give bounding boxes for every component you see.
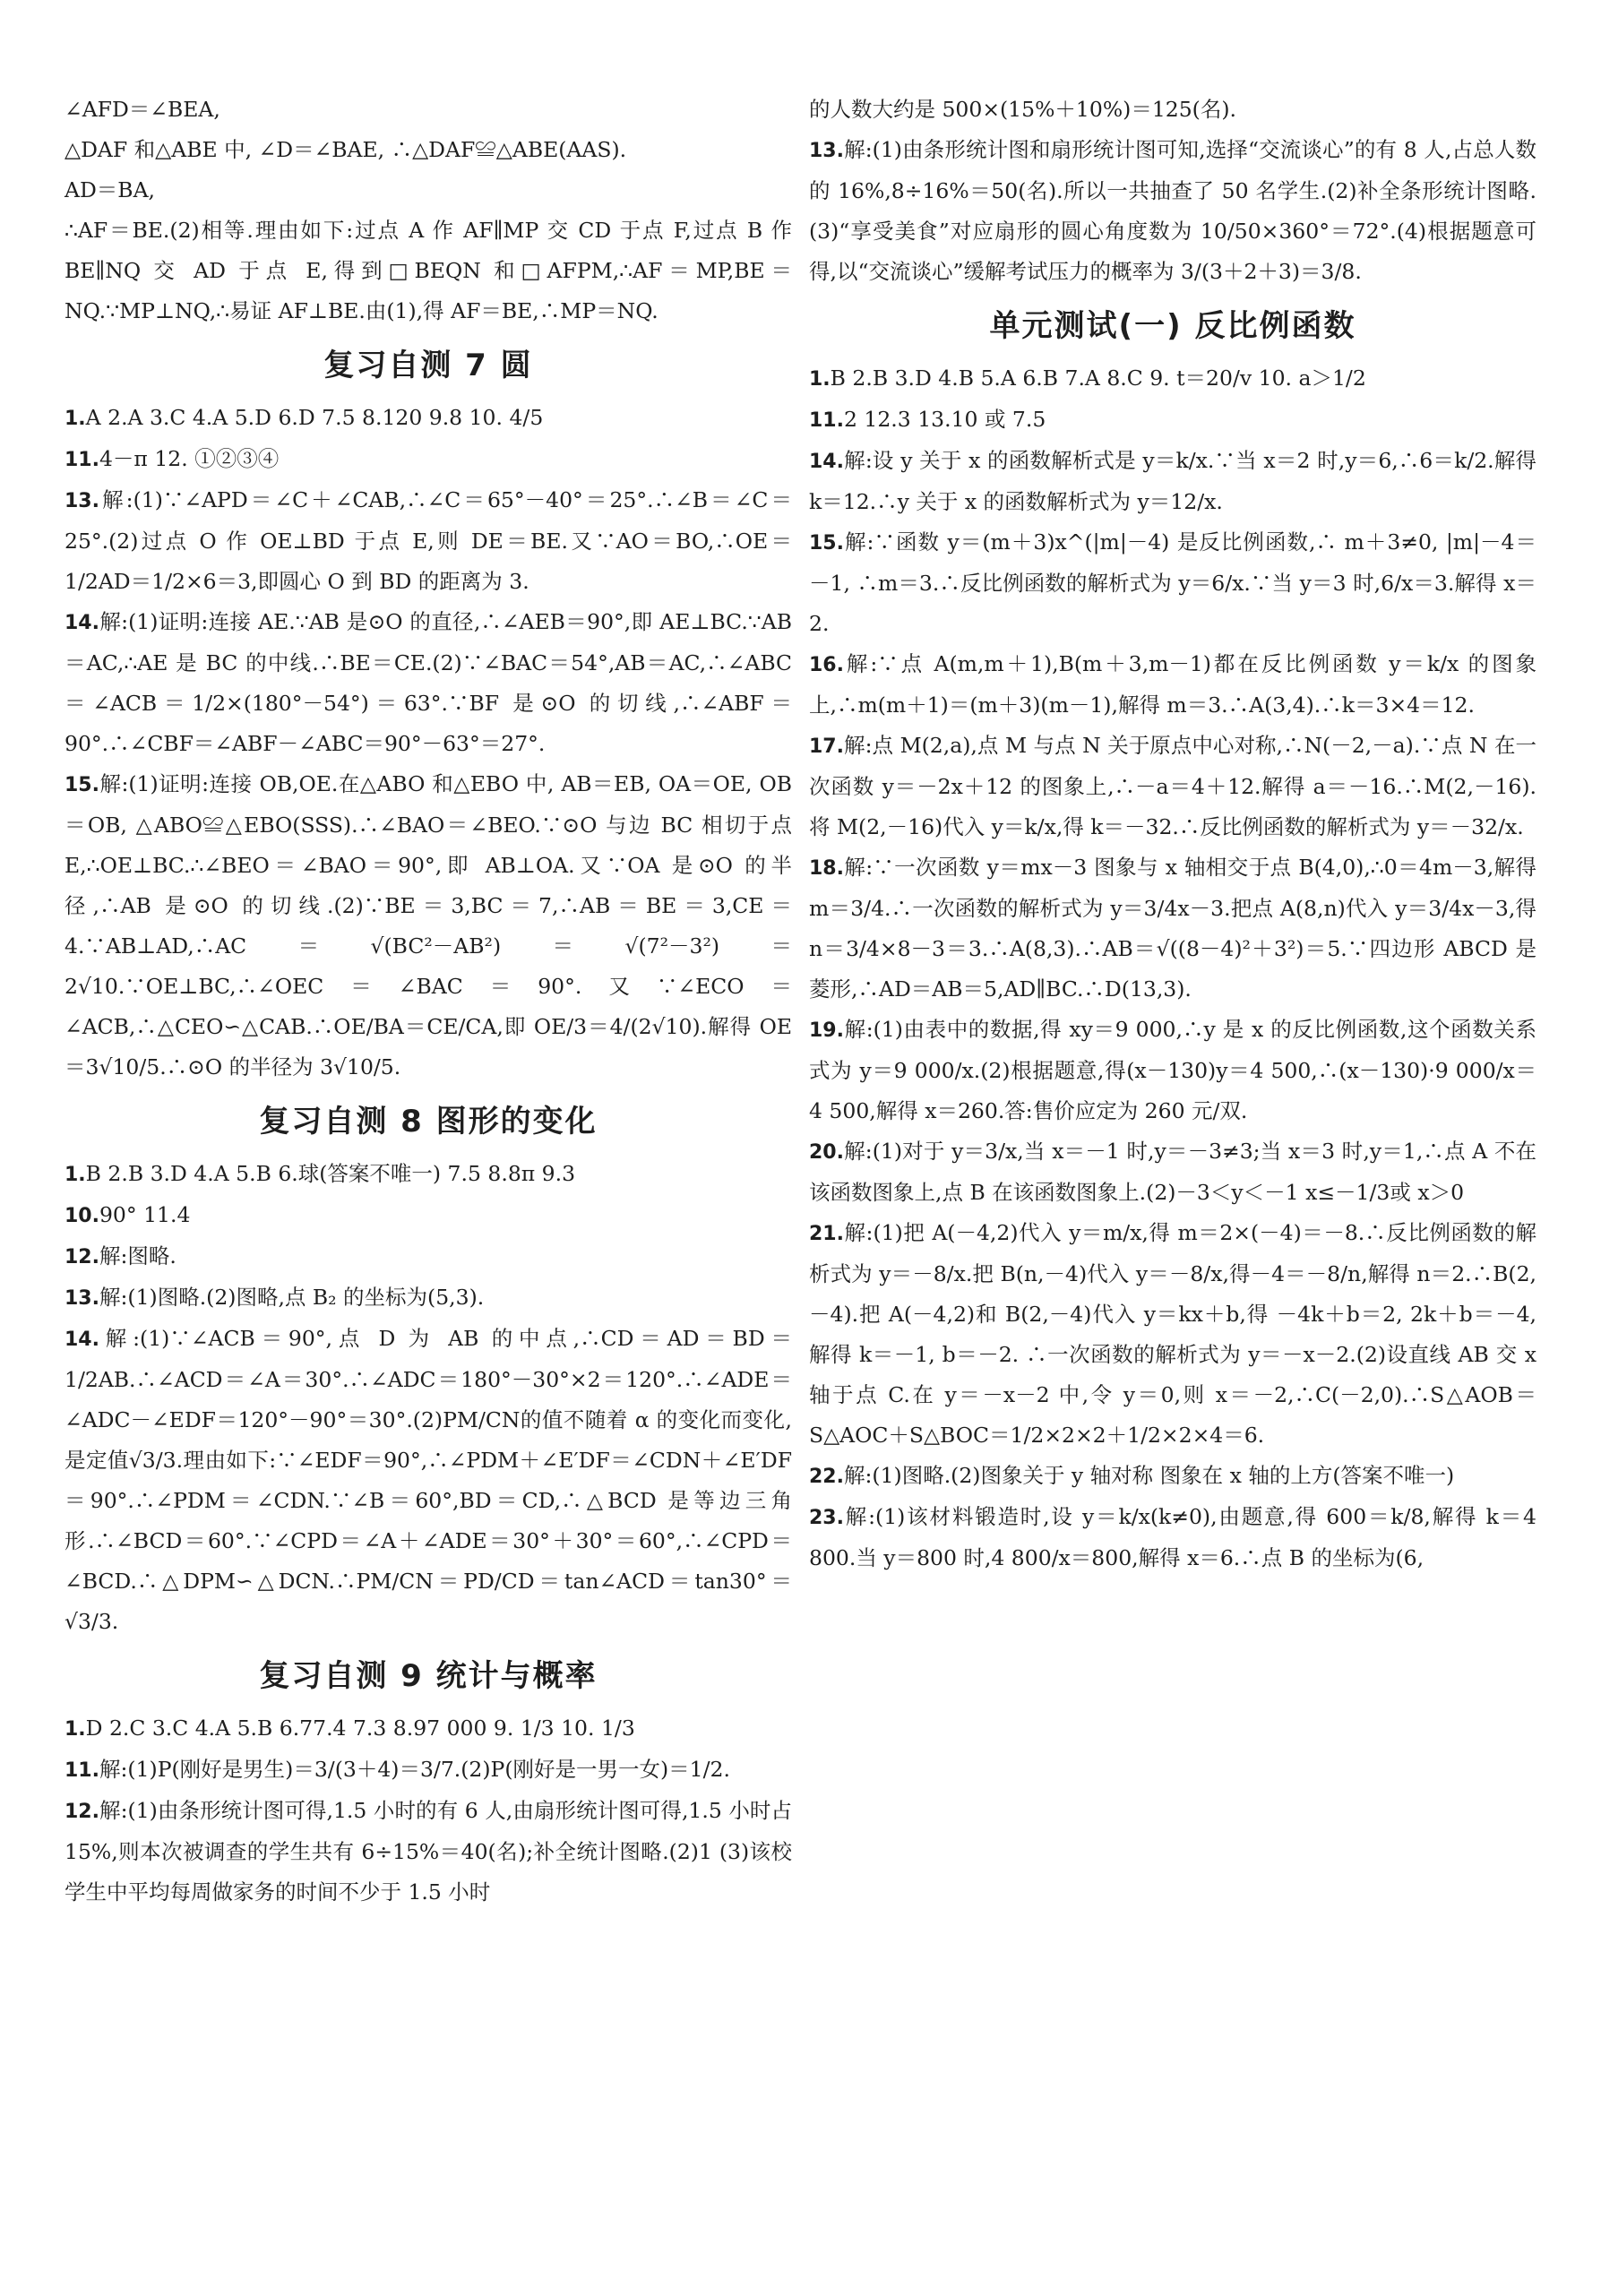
- answer-text: 解:∵一次函数 y＝mx－3 图象与 x 轴相交于点 B(4,0),∴0＝4m－3,解得 m＝3/4.∴一次函数的解析式为 y＝3/4x－3.把点 A(8,n)代入 y＝3/4x－3,得 n＝3/4×8－3＝3.∴A(8,3).∴AB＝√((8－4)²＋3²)＝5.∵四边形 ABCD 是菱形,∴AD＝AB＝5,AD∥BC.∴D(13,3).: [809, 855, 1536, 1002]
- answer-text: 解:(1)由条形统计图可得,1.5 小时的有 6 人,由扇形统计图可得,1.5 小时占 15%,则本次被调查的学生共有 6÷15%＝40(名);补全统计图略.(2)1 (3)该校学生中平均每周做家务的时间不少于 1.5 小时: [65, 1798, 792, 1905]
- answer-paragraph: [65, 1195, 792, 1236]
- answer-paragraph: [809, 130, 1536, 292]
- answer-paragraph: [65, 211, 792, 331]
- answer-text: 4－π 12. ①②③④: [99, 446, 280, 471]
- answer-paragraph: [65, 1750, 792, 1791]
- question-number: 21.: [809, 1223, 844, 1245]
- question-number: 1.: [65, 408, 86, 430]
- answer-paragraph: [65, 439, 792, 480]
- answer-text: 的人数大约是 500×(15%＋10%)＝125(名).: [809, 97, 1236, 122]
- question-number: 11.: [809, 409, 844, 432]
- question-number: 17.: [809, 735, 844, 758]
- answer-paragraph: [65, 398, 792, 439]
- answer-text: 解:∵函数 y＝(m＋3)x^(|m|－4) 是反比例函数,∴ m＋3≠0, |m|－4＝－1, ∴m＝3.∴反比例函数的解析式为 y＝6/x.∵当 y＝3 时,6/x＝3.解得 x＝2.: [809, 529, 1536, 636]
- answer-text: 解:∵点 A(m,m＋1),B(m＋3,m－1)都在反比例函数 y＝k/x 的图象上,∴m(m＋1)＝(m＋3)(m－1),解得 m＝3.∴A(3,4).∴k＝3×4＝12.: [809, 651, 1536, 718]
- answer-paragraph: [65, 170, 792, 211]
- question-number: 12.: [65, 1801, 99, 1823]
- question-number: 19.: [809, 1019, 844, 1042]
- question-number: 22.: [809, 1466, 844, 1488]
- answer-paragraph: [809, 1213, 1536, 1456]
- question-number: 13.: [809, 140, 844, 162]
- answer-text: 解:(1)由条形统计图和扇形统计图可知,选择“交流谈心”的有 8 人,占总人数的 16%,8÷16%＝50(名).所以一共抽查了 50 名学生.(2)补全条形统计图略.(3)“享受美食”对应扇形的圆心角度数为 10/50×360°＝72°.(4)根据题意可得,以“交流谈心”缓解考试压力的概率为 3/(3＋2＋3)＝3/8.: [809, 137, 1536, 284]
- answer-paragraph: [65, 90, 792, 130]
- answer-paragraph: [65, 480, 792, 602]
- answer-text: ∠AFD＝∠BEA,: [65, 97, 220, 122]
- answer-text: AD＝BA,: [65, 177, 156, 202]
- left-column: [65, 90, 792, 1913]
- answer-paragraph: [65, 1708, 792, 1750]
- question-number: 20.: [809, 1141, 844, 1164]
- question-number: 18.: [809, 857, 844, 880]
- answer-paragraph: [809, 441, 1536, 522]
- answer-paragraph: [809, 358, 1536, 400]
- answer-paragraph: [809, 726, 1536, 847]
- answer-text: 解:(1)由表中的数据,得 xy＝9 000,∴y 是 x 的反比例函数,这个函数关系式为 y＝9 000/x.(2)根据题意,得(x－130)y＝4 500,∴(x－130)·9 000/x＝4 500,解得 x＝260.答:售价应定为 260 元/双.: [809, 1017, 1536, 1123]
- question-number: 13.: [65, 490, 99, 512]
- question-number: 1.: [65, 1164, 86, 1186]
- question-number: 15.: [809, 532, 844, 555]
- right-column: [809, 90, 1536, 1578]
- answer-text: D 2.C 3.C 4.A 5.B 6.77.4 7.3 8.97 000 9. 1/3 10. 1/3: [85, 1716, 635, 1741]
- answer-text: 解:(1)P(刚好是男生)＝3/(3＋4)＝3/7.(2)P(刚好是一男一女)＝1/2.: [99, 1757, 730, 1782]
- answer-text: ∴AF＝BE.(2)相等.理由如下:过点 A 作 AF∥MP 交 CD 于点 F,过点 B 作 BE∥NQ 交 AD 于点 E,得到□BEQN 和□AFPM,∴AF＝MP,BE＝NQ.∵MP⊥NQ,∴易证 AF⊥BE.由(1),得 AF＝BE,∴MP＝NQ.: [65, 218, 792, 323]
- answer-text: 解:(1)对于 y＝3/x,当 x＝－1 时,y＝－3≠3;当 x＝3 时,y＝1,∴点 A 不在该函数图象上,点 B 在该函数图象上.(2)－3＜y＜－1 x≤－1/3或 x＞0: [809, 1139, 1536, 1205]
- answer-text: 解:图略.: [99, 1243, 176, 1268]
- answer-paragraph: [809, 847, 1536, 1010]
- question-number: 23.: [809, 1507, 844, 1529]
- answer-paragraph: [809, 644, 1536, 726]
- answer-text: B 2.B 3.D 4.A 5.B 6.球(答案不唯一) 7.5 8.8π 9.3: [85, 1161, 576, 1186]
- answer-text: 2 12.3 13.10 或 7.5: [843, 407, 1046, 432]
- question-number: 12.: [65, 1246, 99, 1268]
- question-number: 13.: [65, 1287, 99, 1310]
- question-number: 16.: [809, 654, 844, 676]
- answer-paragraph: [809, 522, 1536, 644]
- answer-paragraph: [65, 130, 792, 170]
- answer-paragraph: [809, 400, 1536, 441]
- section-heading: 复习自测 8 图形的变化: [259, 1104, 598, 1139]
- question-number: 14.: [65, 1329, 99, 1351]
- answer-paragraph: [809, 1497, 1536, 1578]
- question-number: 11.: [65, 449, 99, 471]
- answer-paragraph: [65, 1236, 792, 1277]
- question-number: 14.: [809, 451, 844, 473]
- answer-text: 解:(1)∵∠ACB＝90°,点 D 为 AB 的中点,∴CD＝AD＝BD＝1/2AB.∴∠ACD＝∠A＝30°.∴∠ADC＝180°－30°×2＝120°.∴∠ADE＝∠ADC－∠EDF＝120°－90°＝30°.(2)PM/CN的值不随着 α 的变化而变化,是定值√3/3.理由如下:∵∠EDF＝90°,∴∠PDM＋∠E′DF＝∠CDN＋∠E′DF＝90°.∴∠PDM＝∠CDN.∵∠B＝60°,BD＝CD,∴△BCD 是等边三角形.∴∠BCD＝60°.∵∠CPD＝∠A＋∠ADE＝30°＋30°＝60°,∴∠CPD＝∠BCD.∴△DPM∽△DCN.∴PM/CN＝PD/CD＝tan∠ACD＝tan30°＝√3/3.: [65, 1326, 792, 1634]
- answer-text: 解:(1)图略.(2)图略,点 B₂ 的坐标为(5,3).: [99, 1285, 485, 1310]
- answer-text: 解:(1)图略.(2)图象关于 y 轴对称 图象在 x 轴的上方(答案不唯一): [843, 1463, 1455, 1488]
- answer-text: 解:点 M(2,a),点 M 与点 N 关于原点中心对称,∴N(－2,－a).∵点 N 在一次函数 y＝－2x＋12 的图象上,∴－a＝4＋12.解得 a＝－16.∴M(2,－16).将 M(2,－16)代入 y＝k/x,得 k＝－32.∴反比例函数的解析式为 y＝－32/x.: [809, 733, 1536, 839]
- answer-text: △DAF 和△ABE 中, ∠D＝∠BAE, ∴△DAF≌△ABE(AAS).: [65, 137, 627, 162]
- answer-text: 解:(1)该材料锻造时,设 y＝k/x(k≠0),由题意,得 600＝k/8,解得 k＝4 800.当 y＝800 时,4 800/x＝800,解得 x＝6.∴点 B 的坐标为(6,: [809, 1504, 1536, 1570]
- answer-paragraph: [809, 1456, 1536, 1497]
- section-heading: 单元测试(一) 反比例函数: [989, 308, 1356, 344]
- answer-text: 解:(1)证明:连接 OB,OE.在△ABO 和△EBO 中, AB＝EB, OA＝OE, OB＝OB, △ABO≌△EBO(SSS).∴∠BAO＝∠BEO.∵⊙O 与边 BC 相切于点 E,∴OE⊥BC.∴∠BEO＝∠BAO＝90°,即 AB⊥OA.又∵OA 是⊙O 的半径,∴AB 是⊙O 的切线.(2)∵BE＝3,BC＝7,∴AB＝BE＝3,CE＝4.∵AB⊥AD,∴AC＝√(BC²－AB²)＝√(7²－3²)＝2√10.∵OE⊥BC,∴∠OEC＝∠BAC＝90°.又∵∠ECO＝∠ACB,∴△CEO∽△CAB.∴OE/BA＝CE/CA,即 OE/3＝4/(2√10).解得 OE＝3√10/5.∴⊙O 的半径为 3√10/5.: [65, 771, 792, 1079]
- question-number: 14.: [65, 612, 99, 634]
- answer-text: 解:(1)证明:连接 AE.∵AB 是⊙O 的直径,∴∠AEB＝90°,即 AE⊥BC.∵AB＝AC,∴AE 是 BC 的中线.∴BE＝CE.(2)∵∠BAC＝54°,AB＝AC,∴∠ABC＝∠ACB＝1/2×(180°－54°)＝63°.∵BF 是⊙O 的切线,∴∠ABF＝90°.∴∠CBF＝∠ABF－∠ABC＝90°－63°＝27°.: [65, 609, 792, 756]
- answer-paragraph: [65, 1154, 792, 1195]
- answer-paragraph: [65, 602, 792, 764]
- answer-paragraph: [65, 764, 792, 1088]
- answer-text: 解:(1)∵∠APD＝∠C＋∠CAB,∴∠C＝65°－40°＝25°.∴∠B＝∠C＝25°.(2)过点 O 作 OE⊥BD 于点 E,则 DE＝BE.又∵AO＝BO,∴OE＝1/2AD＝1/2×6＝3,即圆心 O 到 BD 的距离为 3.: [65, 487, 792, 594]
- answer-paragraph: [809, 1010, 1536, 1131]
- question-number: 11.: [65, 1759, 99, 1782]
- answer-paragraph: [65, 1319, 792, 1642]
- question-number: 1.: [65, 1718, 86, 1741]
- answer-paragraph: [809, 1131, 1536, 1213]
- section-heading: 复习自测 7 圆: [323, 348, 533, 383]
- answer-paragraph: [809, 90, 1536, 130]
- answer-text: 解:(1)把 A(－4,2)代入 y＝m/x,得 m＝2×(－4)＝－8.∴反比例函数的解析式为 y＝－8/x.把 B(n,－4)代入 y＝－8/x,得－4＝－8/n,解得 n＝2.∴B(2,－4).把 A(－4,2)和 B(2,－4)代入 y＝kx＋b,得 －4k＋b＝2, 2k＋b＝－4, 解得 k＝－1, b＝－2. ∴一次函数的解析式为 y＝－x－2.(2)设直线 AB 交 x 轴于点 C.在 y＝－x－2 中,令 y＝0,则 x＝－2,∴C(－2,0).∴S△AOB＝S△AOC＋S△BOC＝1/2×2×2＋1/2×2×4＝6.: [809, 1220, 1536, 1448]
- answer-text: 解:设 y 关于 x 的函数解析式是 y＝k/x.∵当 x＝2 时,y＝6,∴6＝k/2.解得 k＝12.∴y 关于 x 的函数解析式为 y＝12/x.: [809, 448, 1536, 514]
- answer-text: 90° 11.4: [99, 1202, 191, 1227]
- section-heading: 复习自测 9 统计与概率: [259, 1658, 598, 1694]
- answer-paragraph: [65, 1791, 792, 1913]
- question-number: 10.: [65, 1205, 99, 1227]
- question-number: 1.: [809, 368, 831, 391]
- answer-text: B 2.B 3.D 4.B 5.A 6.B 7.A 8.C 9. t＝20/v 10. a＞1/2: [830, 365, 1366, 391]
- answer-text: A 2.A 3.C 4.A 5.D 6.D 7.5 8.120 9.8 10. 4/5: [85, 405, 544, 430]
- answer-paragraph: [65, 1277, 792, 1319]
- question-number: 15.: [65, 774, 99, 796]
